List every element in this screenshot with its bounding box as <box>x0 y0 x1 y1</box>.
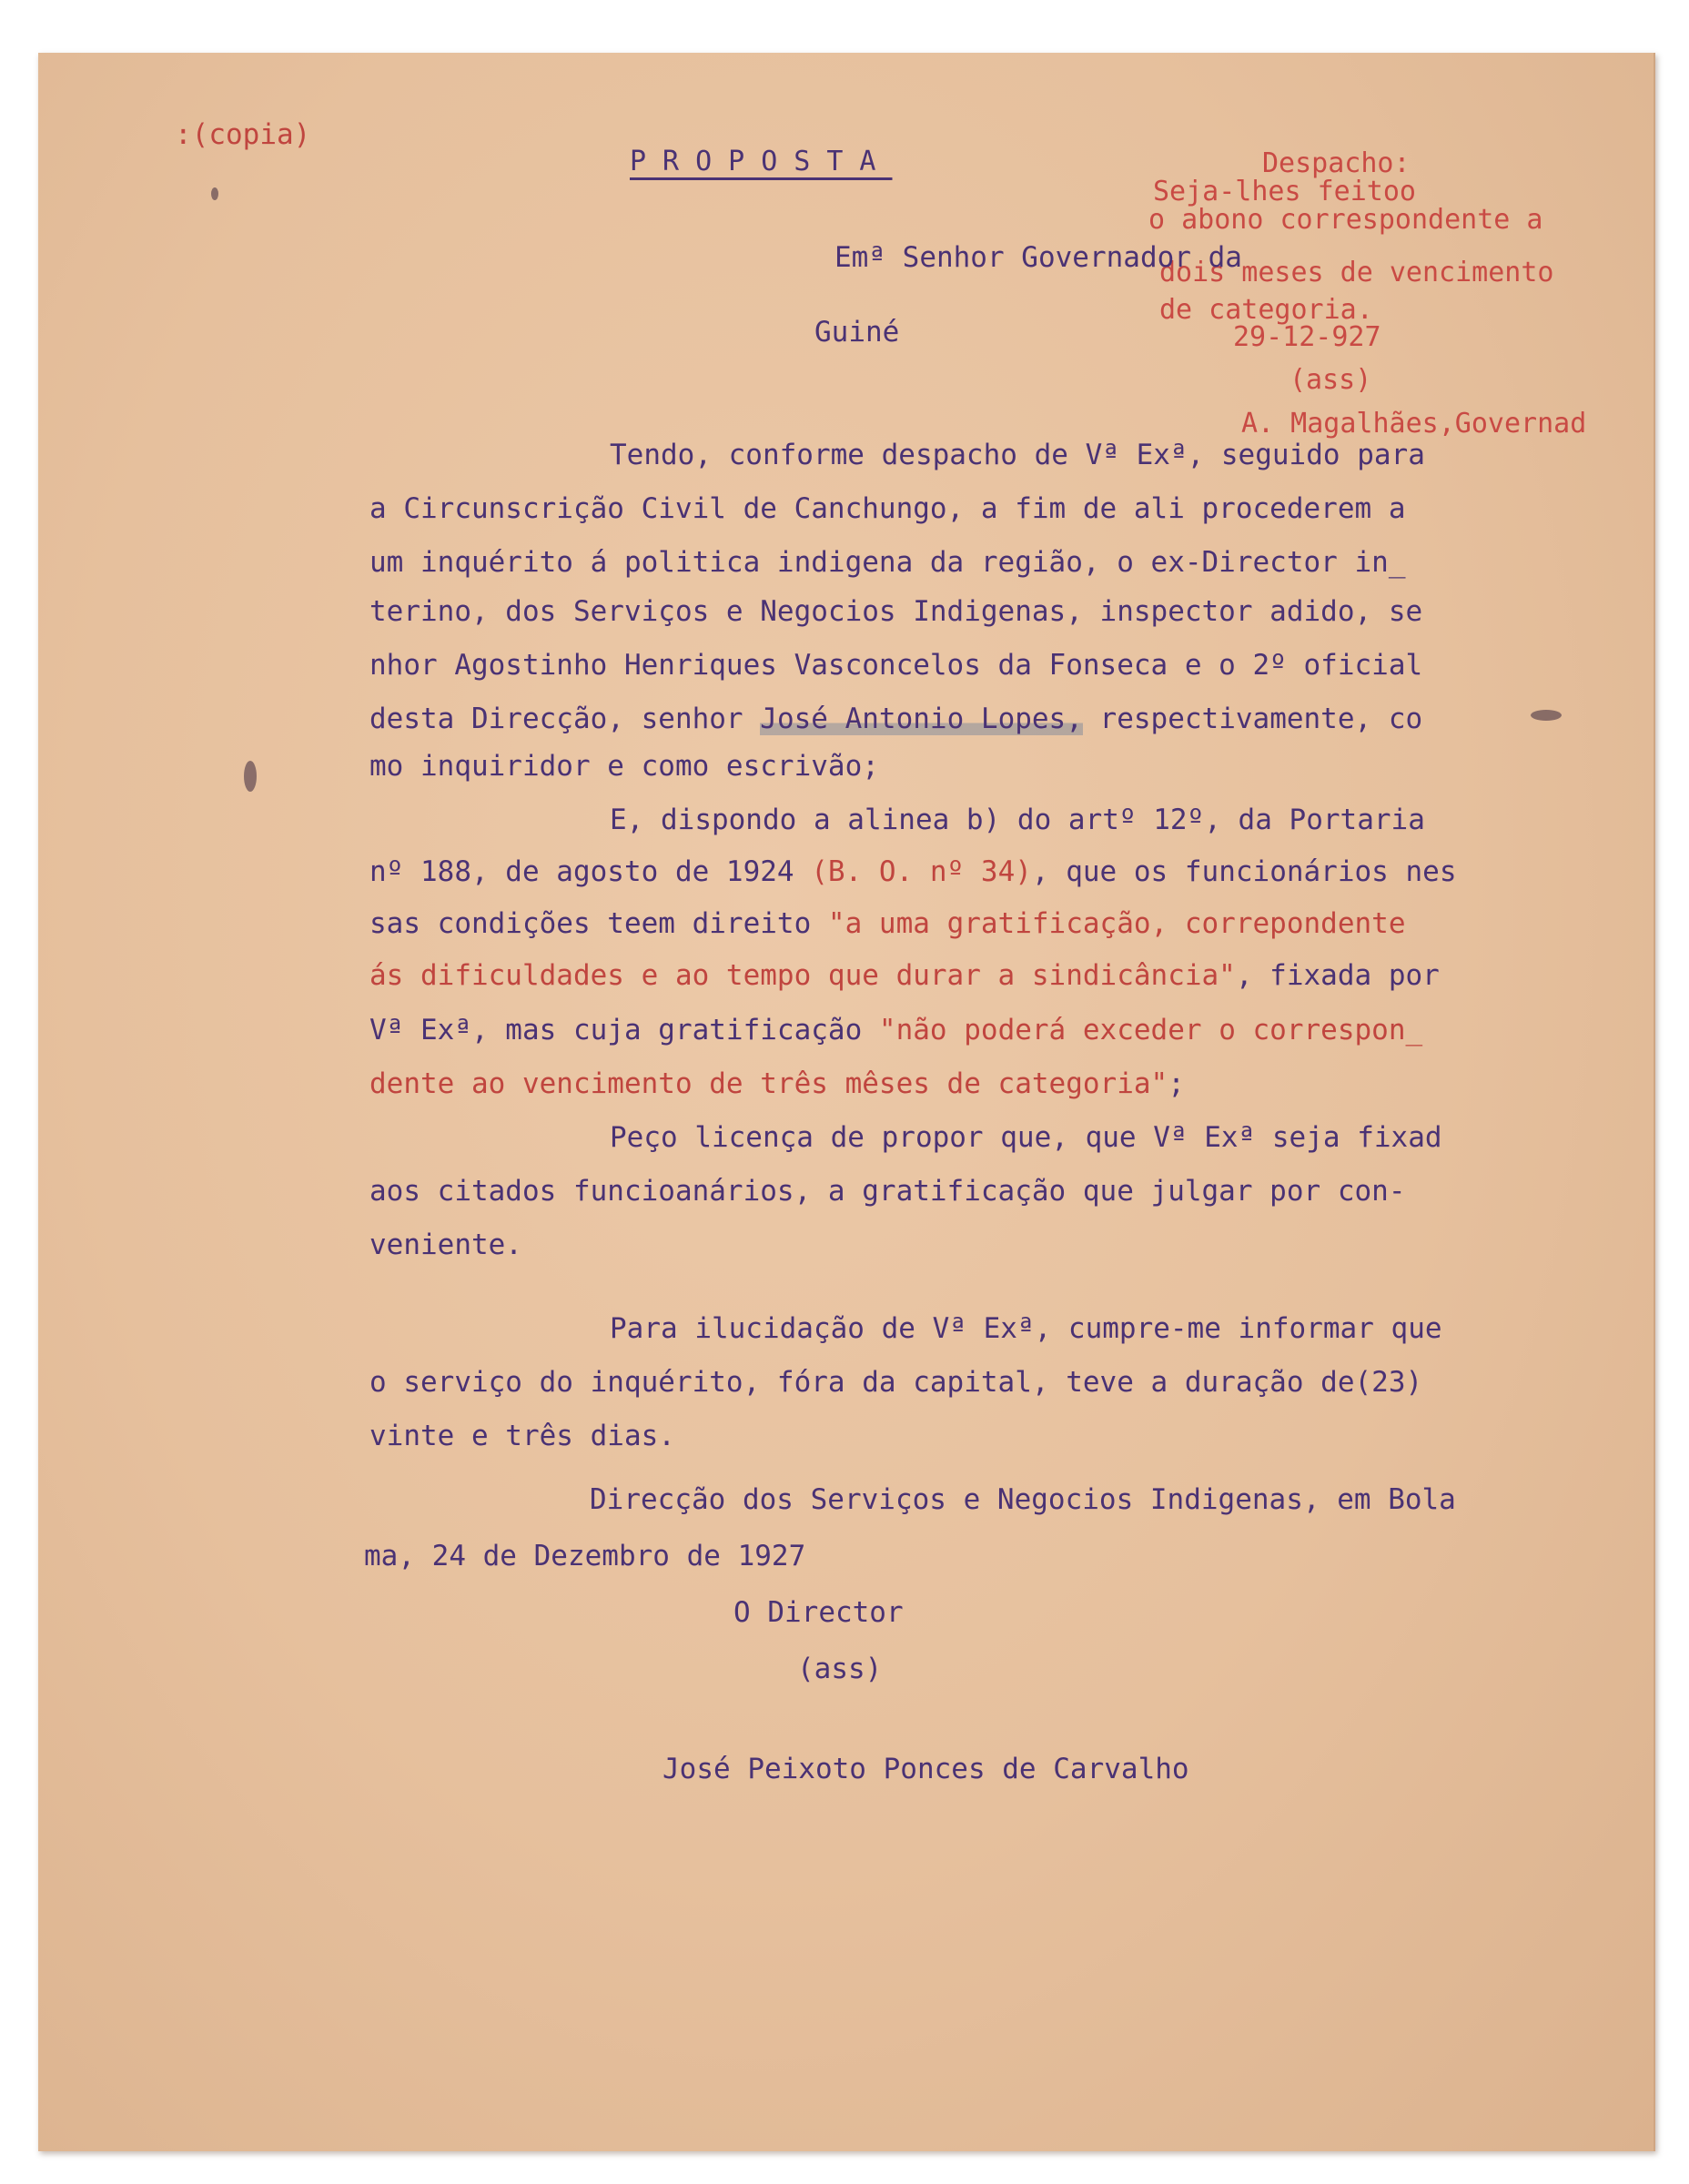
closing-date: ma, 24 de Dezembro de 1927 <box>364 1540 806 1572</box>
paper-sheet <box>38 53 1655 2151</box>
body-line: desta Direcção, senhor José Antonio Lopes, respectivamente, co <box>369 703 1423 735</box>
body-line: aos citados funcioanários, a gratificação que julgar por con- <box>369 1175 1406 1208</box>
despacho-signature: A. Magalhães,Governad <box>1241 408 1587 440</box>
body-line: nº 188, de agosto de 1924 (B. O. nº 34), que os funcionários nes <box>369 855 1457 888</box>
closing-ass: (ass) <box>797 1653 883 1685</box>
highlighted-name: José Antonio Lopes, <box>760 703 1083 735</box>
despacho-line: Seja-lhes feitoo <box>1153 176 1416 207</box>
despacho-line: dois meses de vencimento <box>1159 257 1554 288</box>
body-line: Tendo, conforme despacho de Vª Exª, seguido para <box>610 439 1425 471</box>
body-line: vinte e três dias. <box>369 1420 675 1452</box>
closing-place: Direcção dos Serviços e Negocios Indigenas, em Bola <box>590 1483 1456 1516</box>
body-line: E, dispondo a alinea b) do artº 12º, da Portaria <box>610 804 1425 836</box>
ink-smudge <box>211 187 218 200</box>
closing-signatory: José Peixoto Ponces de Carvalho <box>662 1753 1189 1785</box>
body-line: Vª Exª, mas cuja gratificação "não poderá exceder o correspon_ <box>369 1014 1423 1046</box>
despacho-heading: Despacho: <box>1262 147 1411 179</box>
body-line: dente ao vencimento de três mêses de categoria"; <box>369 1067 1185 1100</box>
body-line: veniente. <box>369 1228 522 1261</box>
addressee-line: Emª Senhor Governador da <box>834 241 1242 274</box>
body-line: Peço licença de propor que, que Vª Exª seja fixad <box>610 1121 1442 1154</box>
document-title: PROPOSTA <box>630 146 893 177</box>
body-line: a Circunscrição Civil de Canchungo, a fim de ali procederem a <box>369 492 1406 525</box>
copy-note: :(copia) <box>175 118 311 151</box>
addressee-place: Guiné <box>814 316 900 349</box>
body-line: terino, dos Serviços e Negocios Indigenas, inspector adido, se <box>369 595 1423 628</box>
body-line: nhor Agostinho Henriques Vasconcelos da Fonseca e o 2º oficial <box>369 649 1423 682</box>
ink-smudge <box>244 761 257 792</box>
despacho-ass: (ass) <box>1290 364 1372 396</box>
body-line: Para ilucidação de Vª Exª, cumpre-me informar que <box>610 1312 1442 1345</box>
closing-role: O Director <box>733 1596 904 1629</box>
body-line: o serviço do inquérito, fóra da capital, teve a duração de(23) <box>369 1366 1423 1399</box>
body-line: sas condições teem direito "a uma gratificação, correpondente <box>369 907 1406 940</box>
despacho-line: de categoria. <box>1159 294 1373 326</box>
body-line: um inquérito á politica indigena da região, o ex-Director in_ <box>369 546 1406 579</box>
body-line: mo inquiridor e como escrivão; <box>369 750 879 783</box>
despacho-date: 29-12-927 <box>1233 321 1381 353</box>
body-line: ás dificuldades e ao tempo que durar a sindicância", fixada por <box>369 959 1440 992</box>
ink-smudge <box>1531 710 1562 721</box>
despacho-line: o abono correspondente a <box>1148 204 1543 236</box>
